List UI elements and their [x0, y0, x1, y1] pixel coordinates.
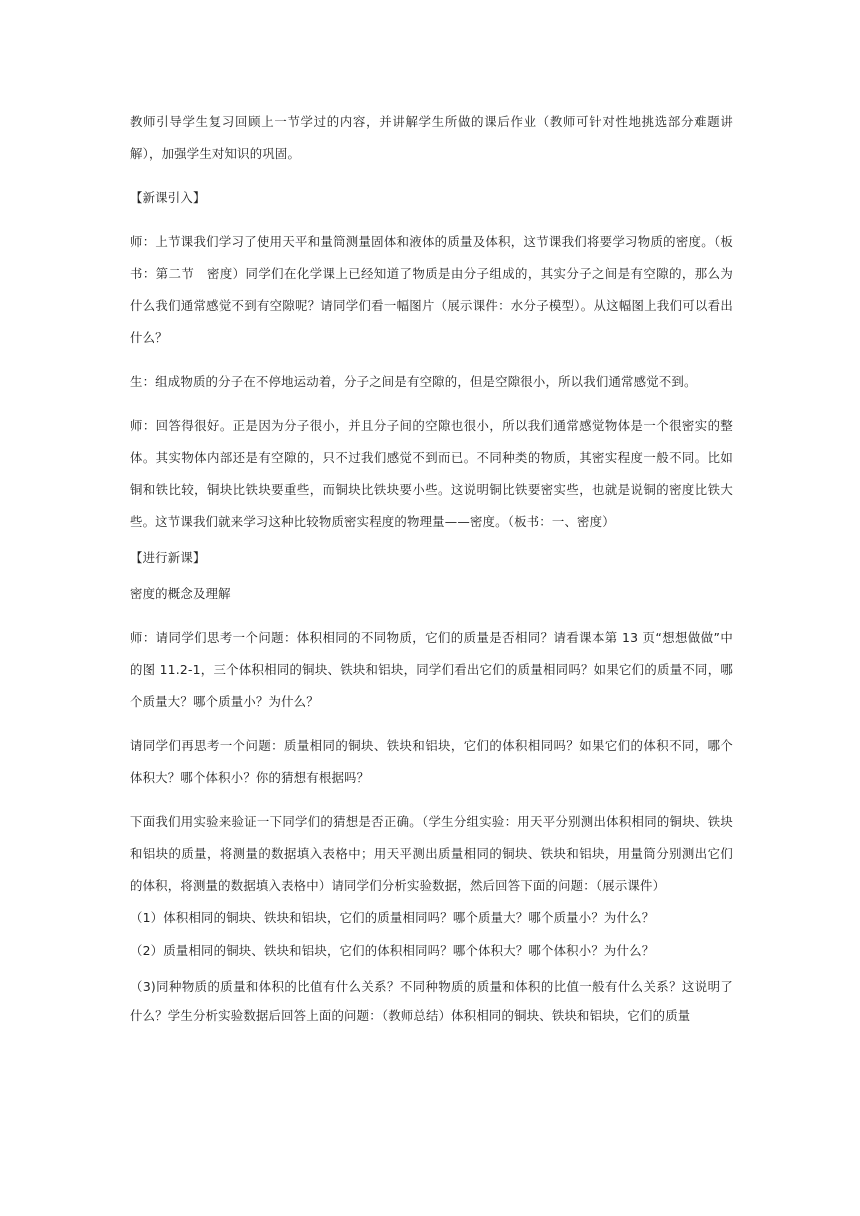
- teacher-response-paragraph: 师：回答得很好。正是因为分子很小，并且分子间的空隙也很小，所以我们通常感觉物体是一个很密实的整体。其实物体内部还是有空隙的，只不过我们感觉不到而已。不同种类的物质，其密实程度一般不同。比如铜和铁比较，铜块比铁块要重些，而铜块比铁块要小些。这说明铜比铁要密实些，也就是说铜的密度比铁大些。这节课我们就来学习这种比较物质密实程度的物理量——密度。（板书：一、密度）: [130, 418, 733, 529]
- list-item: （2）质量相同的铜块、铁块和铝块，它们的体积相同吗？哪个体积大？哪个体积小？为什么？: [130, 943, 655, 958]
- list-item: （1）体积相同的铜块、铁块和铝块，它们的质量相同吗？哪个质量大？哪个质量小？为什么？: [130, 910, 655, 925]
- teacher-question-paragraph: 师：请同学们思考一个问题：体积相同的不同物质，它们的质量是否相同？请看课本第 13 页“想想做做”中的图 11.2-1，三个体积相同的铜块、铁块和铝块，同学们看出它们的质量相同吗？如果它们的质量不同，哪个质量大？哪个质量小？为什么？: [130, 630, 733, 709]
- section-heading-new-lesson: 【进行新课】: [130, 550, 206, 565]
- subheading-density-concept: 密度的概念及理解: [130, 586, 231, 601]
- experiment-paragraph: 下面我们用实验来验证一下同学们的猜想是否正确。（学生分组实验：用天平分别测出体积相同的铜块、铁块和铝块的质量，将测量的数据填入表格中；用天平测出质量相同的铜块、铁块和铝块，用量筒分别测出它们的体积，将测量的数据填入表格中）请同学们分析实验数据，然后回答下面的问题：（展示课件）: [130, 814, 733, 893]
- section-heading-new-lesson-intro: 【新课引入】: [130, 190, 206, 205]
- teacher-intro-paragraph: 师：上节课我们学习了使用天平和量筒测量固体和液体的质量及体积，这节课我们将要学习物质的密度。（板书：第二节 密度）同学们在化学课上已经知道了物质是由分子组成的，其实分子之间是有空隙的，那么为什么我们通常感觉不到有空隙呢？请同学们看一幅图片（展示课件：水分子模型）。从这幅图上我们可以看出什么？: [130, 234, 733, 345]
- question-list: [130, 906, 733, 1030]
- follow-up-question-paragraph: 请同学们再思考一个问题：质量相同的铜块、铁块和铝块，它们的体积相同吗？如果它们的体积不同，哪个体积大？哪个体积小？你的猜想有根据吗？: [130, 738, 733, 785]
- student-answer-paragraph: 生：组成物质的分子在不停地运动着，分子之间是有空隙的，但是空隙很小，所以我们通常感觉不到。: [130, 374, 697, 389]
- list-item: （3)同种物质的质量和体积的比值有什么关系？不同种物质的质量和体积的比值一般有什么关系？这说明了什么？学生分析实验数据后回答上面的问题：（教师总结）体积相同的铜块、铁块和铝块，它们的质量: [130, 979, 733, 1023]
- review-paragraph: 教师引导学生复习回顾上一节学过的内容，并讲解学生所做的课后作业（教师可针对性地挑选部分难题讲解），加强学生对知识的巩固。: [130, 114, 733, 161]
- document-page: [130, 106, 733, 1030]
